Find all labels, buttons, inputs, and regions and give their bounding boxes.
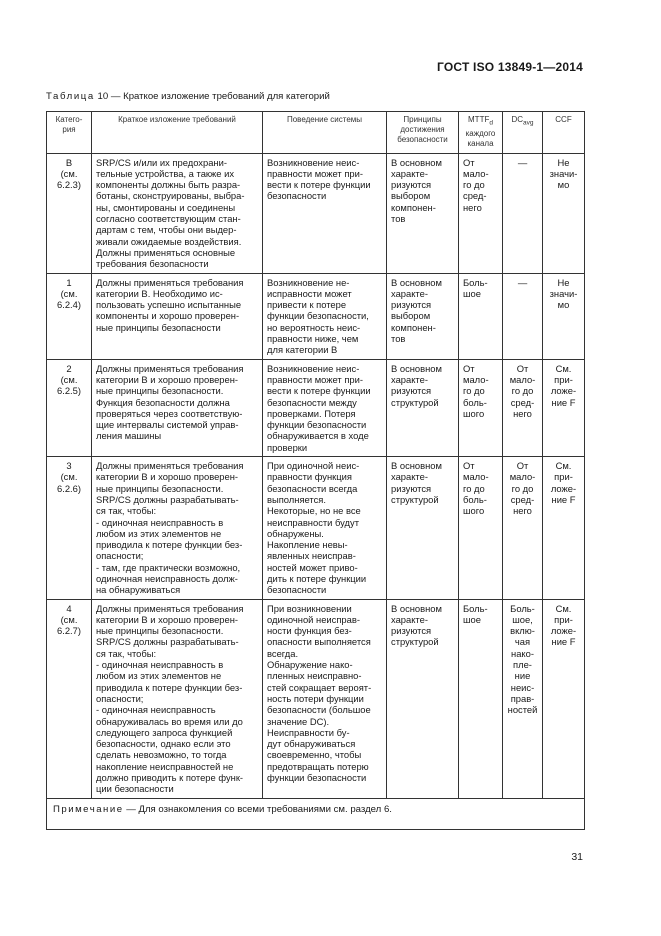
dc-cell-line: шое, (512, 613, 533, 625)
summary-cell (92, 359, 263, 456)
principles-cell (387, 599, 459, 798)
summary-cell-line: ся так, чтобы: (96, 505, 157, 517)
behavior-cell-line: Некоторые, но не все (267, 505, 361, 517)
summary-cell-line: сделать невозможно, то тогда (96, 749, 227, 761)
summary-cell-line: Функция безопасности должна (96, 396, 230, 408)
behavior-cell-line: функции безопасности (267, 419, 367, 431)
principles-cell-line: ризуются (391, 625, 432, 637)
behavior-cell-line: обнаруживается в ходе (267, 430, 369, 442)
summary-cell-line: ны, смонтированы и соединены (96, 201, 236, 213)
mttf-cell (459, 359, 503, 456)
dc-cell (503, 273, 543, 359)
dc-cell-line: От (516, 362, 529, 374)
ccf-cell-line: при- (554, 613, 573, 625)
behavior-cell-line: опасности выполняется (267, 636, 371, 648)
ccf-cell-line: значи- (549, 287, 578, 299)
principles-cell-line: В основном (391, 276, 442, 288)
dc-cell-line: сред- (510, 493, 535, 505)
dc-cell-line: го до (511, 482, 534, 494)
principles-cell-line: В основном (391, 156, 442, 168)
category-cell-line: (см. (60, 471, 78, 483)
principles-cell (387, 359, 459, 456)
caption-number: 10 (97, 91, 109, 102)
behavior-cell-line: но вероятность неис- (267, 321, 361, 333)
behavior-cell-line: пленных неисправно- (267, 670, 362, 682)
mttf-cell (459, 273, 503, 359)
summary-cell (92, 273, 263, 359)
header-summary: Краткое изложение требований (92, 112, 263, 154)
category-cell-line: 6.2.7) (57, 625, 81, 637)
principles-cell-line: ризуются (391, 385, 432, 397)
header-mttf: $MTTF_d$ каждого канала (459, 112, 503, 154)
behavior-cell-line: правности функция (267, 471, 352, 483)
behavior-cell-line: безопасности (267, 584, 327, 596)
principles-cell (387, 273, 459, 359)
behavior-cell-line: безопасности между (267, 396, 357, 408)
category-cell (47, 457, 92, 600)
summary-cell-line: дартам с тем, чтобы они выдер- (96, 224, 237, 236)
mttf-cell-line: Боль- (463, 276, 488, 288)
behavior-cell-line: Обнаружение нако- (267, 659, 353, 671)
category-cell-line: (см. (60, 287, 78, 299)
summary-cell-line: обнаруживалась во время или до (96, 715, 243, 727)
ccf-cell-line: Не (557, 276, 570, 288)
summary-cell-line: Должны применяться требования (96, 460, 244, 472)
header-behavior: Поведение системы (263, 112, 387, 154)
summary-cell-line: ные принципы безопасности (96, 321, 221, 333)
summary-cell-line: SRP/CS должны разрабатывать- (96, 493, 239, 505)
principles-cell-line: компонен- (391, 321, 436, 333)
ccf-cell-line: ние F (551, 493, 576, 505)
behavior-cell-line: правности может при- (267, 167, 363, 179)
category-cell-line: B (65, 156, 73, 168)
summary-cell-line: опасности; (96, 550, 144, 562)
principles-cell-line: характе- (391, 373, 428, 385)
summary-cell-line: ные принципы безопасности. (96, 482, 224, 494)
behavior-cell (263, 599, 387, 798)
page-number: 31 (571, 851, 583, 863)
behavior-cell-line: стей сокращает вероят- (267, 681, 372, 693)
summary-cell-line: компоненты должны быть разра- (96, 179, 241, 191)
behavior-cell-line: проверками. Потеря (267, 407, 356, 419)
category-cell-line: 2 (66, 362, 72, 374)
dc-cell (503, 457, 543, 600)
dc-cell-line: От (516, 460, 529, 472)
behavior-cell-line: вести к потере функции (267, 179, 371, 191)
behavior-cell-line: вести к потере функции (267, 385, 371, 397)
principles-cell-line: характе- (391, 287, 428, 299)
dc-cell-line: нако- (511, 647, 534, 659)
summary-cell-line: категории B и хорошо проверен- (96, 373, 239, 385)
behavior-cell-line: выполняется. (267, 493, 326, 505)
dc-cell-line: мало- (509, 373, 536, 385)
dc-cell-line: ностей (507, 704, 538, 716)
summary-cell-line: - одиночная неисправность (96, 704, 216, 716)
summary-cell-line: должно приводить к потере функ- (96, 772, 244, 784)
mttf-cell-line: шого (463, 407, 485, 419)
mttf-cell (459, 457, 503, 600)
behavior-cell-line: безопасности всегда (267, 482, 358, 494)
principles-cell-line: тов (391, 213, 406, 225)
category-cell-line: 6.2.5) (57, 385, 81, 397)
dc-cell-line: — (517, 276, 528, 288)
dc-cell-line: пле- (513, 659, 532, 671)
principles-cell-line: структурой (391, 636, 439, 648)
ccf-cell-line: ложе- (550, 625, 577, 637)
category-cell (47, 599, 92, 798)
header-dc: $DC_{avg}$ (503, 112, 543, 154)
dc-cell-line: — (517, 156, 528, 168)
summary-cell-line: тельные устройства, а также их (96, 167, 235, 179)
ccf-cell-line: См. (555, 602, 572, 614)
ccf-cell-line: ние F (551, 636, 576, 648)
summary-cell-line: ся так, чтобы: (96, 647, 157, 659)
mttf-cell-line: мало- (463, 167, 489, 179)
behavior-cell-line: дить к потере функции (267, 572, 367, 584)
principles-cell-line: выбором (391, 310, 431, 322)
mttf-cell-line: го до (463, 482, 485, 494)
principles-cell-line: В основном (391, 602, 442, 614)
ccf-cell-line: ние F (551, 396, 576, 408)
behavior-cell-line: исправности может (267, 287, 352, 299)
mttf-cell-line: От (463, 362, 475, 374)
table-row (47, 153, 585, 273)
summary-cell-line: SRP/CS и/или их предохрани- (96, 156, 227, 168)
table-row (47, 359, 585, 456)
summary-cell-line: ления машины (96, 430, 162, 442)
behavior-cell-line: функции безопасности, (267, 310, 369, 322)
dc-cell-line: прав- (510, 692, 535, 704)
dc-cell-line: чая (514, 636, 531, 648)
ccf-cell-line: значи- (549, 167, 578, 179)
behavior-cell-line: неисправности будут (267, 516, 360, 528)
category-cell-line: 4 (66, 602, 72, 614)
principles-cell-line: структурой (391, 396, 439, 408)
mttf-cell-line: го до (463, 385, 485, 397)
principles-cell-line: структурой (391, 493, 439, 505)
dc-cell-line: мало- (509, 471, 536, 483)
mttf-cell-line: боль- (463, 396, 487, 408)
dc-cell (503, 359, 543, 456)
principles-cell-line: характе- (391, 167, 428, 179)
summary-cell-line: Должны применяться требования (96, 276, 244, 288)
principles-cell-line: ризуются (391, 299, 432, 311)
summary-cell-line: живали ожидаемые воздействия. (96, 235, 242, 247)
ccf-cell-line: См. (555, 460, 572, 472)
table-row (47, 457, 585, 600)
principles-cell-line: выбором (391, 190, 431, 202)
category-cell-line: 6.2.4) (57, 299, 81, 311)
ccf-cell (543, 599, 585, 798)
summary-cell-line: ные принципы безопасности. (96, 385, 224, 397)
summary-cell-line: накопление неисправностей не (96, 760, 234, 772)
behavior-cell-line: Накопление невы- (267, 539, 348, 551)
mttf-cell-line: шого (463, 505, 485, 517)
mttf-cell-line: шое (463, 613, 481, 625)
mttf-cell-line: боль- (463, 493, 487, 505)
principles-cell-line: характе- (391, 471, 428, 483)
summary-cell-line: Должны применяться требования (96, 362, 244, 374)
summary-cell (92, 599, 263, 798)
ccf-cell-line: при- (554, 471, 573, 483)
header-principles: Принципы достижения безопасности (387, 112, 459, 154)
behavior-cell-line: проверки (267, 441, 308, 453)
behavior-cell-line: обнаружены. (267, 527, 324, 539)
header-ccf: CCF (543, 112, 585, 154)
table-note: Примечание — Для ознакомления со всеми требованиями см. раздел 6. (47, 798, 585, 829)
summary-cell-line: Должны применяться требования (96, 602, 244, 614)
dc-cell-line: Боль- (510, 602, 535, 614)
behavior-cell (263, 457, 387, 600)
summary-cell-line: одиночная неисправность долж- (96, 572, 238, 584)
behavior-cell-line: ности функция без- (267, 625, 352, 637)
behavior-cell-line: значение DC). (267, 715, 330, 727)
behavior-cell-line: правности может при- (267, 373, 363, 385)
category-cell (47, 273, 92, 359)
mttf-cell-line: него (463, 201, 482, 213)
summary-cell-line: категории B и хорошо проверен- (96, 613, 239, 625)
principles-cell (387, 153, 459, 273)
dc-cell-line: сред- (510, 396, 535, 408)
mttf-cell-line: мало- (463, 373, 489, 385)
category-cell (47, 359, 92, 456)
summary-cell-line: категории B. Необходимо ис- (96, 287, 223, 299)
summary-cell-line: согласно соответствующим стан- (96, 213, 241, 225)
mttf-cell-line: От (463, 156, 475, 168)
principles-cell (387, 457, 459, 600)
principles-cell-line: компонен- (391, 201, 436, 213)
category-cell-line: 6.2.3) (57, 179, 81, 191)
behavior-cell-line: безопасности (большое (267, 704, 371, 716)
mttf-cell-line: От (463, 460, 475, 472)
dc-cell (503, 153, 543, 273)
mttf-cell-line: шое (463, 287, 481, 299)
standard-title: ГОСТ ISO 13849-1—2014 (437, 60, 583, 74)
summary-cell-line: пользовать успешно испытанные (96, 299, 242, 311)
ccf-cell (543, 273, 585, 359)
behavior-cell-line: привести к потере (267, 299, 347, 311)
behavior-cell (263, 359, 387, 456)
summary-cell-line: на обнаруживаться (96, 584, 181, 596)
principles-cell-line: характе- (391, 613, 428, 625)
behavior-cell-line: предотвращать потерю (267, 760, 369, 772)
summary-cell-line: - одиночная неисправность в (96, 659, 224, 671)
caption-title: — Краткое изложение требований для категорий (110, 91, 330, 102)
behavior-cell-line: Неисправности бу- (267, 726, 350, 738)
dc-cell-line: него (513, 407, 532, 419)
mttf-cell-line: Боль- (463, 602, 488, 614)
principles-cell-line: В основном (391, 362, 442, 374)
ccf-cell-line: Не (557, 156, 570, 168)
table-row (47, 599, 585, 798)
dc-cell (503, 599, 543, 798)
caption-label: Таблица (46, 91, 95, 102)
table-row (47, 273, 585, 359)
behavior-cell-line: Возникновение не- (267, 276, 350, 288)
behavior-cell-line: ностей может приво- (267, 561, 358, 573)
category-cell-line: (см. (60, 373, 78, 385)
principles-cell-line: тов (391, 333, 406, 345)
summary-cell-line: проверяться через соответствую- (96, 407, 243, 419)
summary-cell-line: Должны применяться основные (96, 246, 236, 258)
category-cell (47, 153, 92, 273)
mttf-cell (459, 599, 503, 798)
behavior-cell-line: функции безопасности (267, 772, 367, 784)
ccf-cell-line: мо (557, 299, 570, 311)
summary-cell-line: приводила к потере функции без- (96, 539, 243, 551)
ccf-cell (543, 153, 585, 273)
behavior-cell-line: своевременно, чтобы (267, 749, 362, 761)
behavior-cell-line: При одиночной неис- (267, 460, 360, 472)
ccf-cell (543, 457, 585, 600)
dc-cell-line: го до (511, 385, 534, 397)
ccf-cell-line: ложе- (550, 385, 577, 397)
summary-cell-line: приводила к потере функции без- (96, 681, 243, 693)
summary-cell-line: любом из этих элементов не (96, 670, 222, 682)
ccf-cell-line: при- (554, 373, 573, 385)
summary-cell-line: следующего запроса функцией (96, 726, 233, 738)
dc-cell-line: неис- (510, 681, 535, 693)
summary-cell-line: - одиночная неисправность в (96, 516, 224, 528)
mttf-cell-line: го до (463, 179, 485, 191)
dc-cell-line: вклю- (510, 625, 535, 637)
dc-cell-line: него (513, 505, 532, 517)
behavior-cell-line: Возникновение неис- (267, 156, 360, 168)
ccf-cell (543, 359, 585, 456)
summary-cell-line: любом из этих элементов не (96, 527, 222, 539)
summary-cell-line: SRP/CS должны разрабатывать- (96, 636, 239, 648)
behavior-cell (263, 273, 387, 359)
table-caption (46, 91, 330, 102)
behavior-cell-line: для категории B (267, 344, 338, 356)
behavior-cell-line: всегда. (267, 647, 299, 659)
summary-cell-line: ции безопасности (96, 783, 174, 795)
category-cell-line: 1 (66, 276, 72, 288)
category-cell-line: (см. (60, 167, 78, 179)
category-cell-line: 3 (66, 460, 72, 472)
category-cell-line: 6.2.6) (57, 482, 81, 494)
summary-cell-line: ботаны, сконструированы, выбра- (96, 190, 245, 202)
summary-cell-line: ные принципы безопасности. (96, 625, 224, 637)
behavior-cell-line: безопасности (267, 190, 327, 202)
dc-cell-line: ние (514, 670, 531, 682)
summary-cell (92, 457, 263, 600)
behavior-cell-line: При возникновении (267, 602, 352, 614)
behavior-cell-line: дут обнаруживаться (267, 738, 356, 750)
ccf-cell-line: мо (557, 179, 570, 191)
summary-cell-line: щие интервалы системой управ- (96, 419, 239, 431)
mttf-cell-line: мало- (463, 471, 489, 483)
table-header-row (47, 112, 585, 154)
summary-cell-line: категории B и хорошо проверен- (96, 471, 239, 483)
principles-cell-line: ризуются (391, 179, 432, 191)
behavior-cell (263, 153, 387, 273)
summary-cell-line: безопасности, однако если это (96, 738, 231, 750)
behavior-cell-line: Возникновение неис- (267, 362, 360, 374)
summary-cell-line: требования безопасности (96, 258, 209, 270)
behavior-cell-line: ность потери функции (267, 692, 364, 704)
mttf-cell-line: сред- (463, 190, 487, 202)
ccf-cell-line: ложе- (550, 482, 577, 494)
behavior-cell-line: явленных неисправ- (267, 550, 356, 562)
table-note-row (47, 798, 585, 829)
behavior-cell-line: правности ниже, чем (267, 333, 359, 345)
behavior-cell-line: одиночной неисправ- (267, 613, 360, 625)
principles-cell-line: В основном (391, 460, 442, 472)
category-cell-line: (см. (60, 613, 78, 625)
requirements-table (46, 111, 585, 830)
header-category: Катего- рия (47, 112, 92, 154)
principles-cell-line: ризуются (391, 482, 432, 494)
summary-cell (92, 153, 263, 273)
summary-cell-line: - там, где практически возможно, (96, 561, 241, 573)
ccf-cell-line: См. (555, 362, 572, 374)
summary-cell-line: опасности; (96, 692, 144, 704)
summary-cell-line: компоненты и хорошо проверен- (96, 310, 240, 322)
mttf-cell (459, 153, 503, 273)
